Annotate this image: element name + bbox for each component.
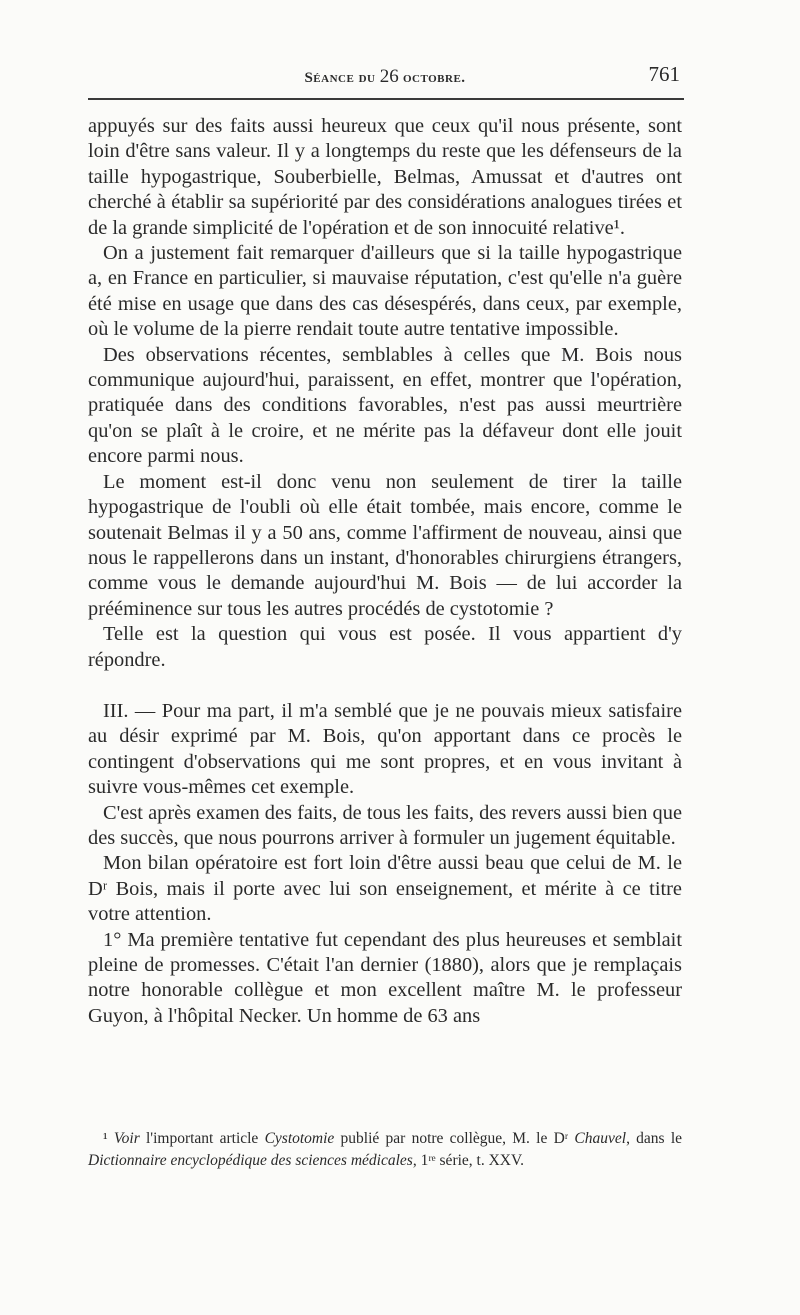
footnote-dictionnaire: Dictionnaire encyclopédique des sciences médicales xyxy=(88,1151,413,1169)
running-title-start: Séance du xyxy=(304,70,380,86)
paragraph-8: Mon bilan opératoire est fort loin d'être aussi beau que celui de M. le Dʳ Bois, mais il porte avec lui son enseignement, et mérite à ce titre votre attention. xyxy=(88,852,682,926)
paragraph-1: appuyés sur des faits aussi heureux que ceux qu'il nous présente, sont loin d'être sans valeur. Il y a longtemps du reste que les défenseurs de la taille hypogastrique, Souberbielle, Belmas, Amussat et d'autres ont cherché à établir sa supériorité par des considérations analogues tirées et de la grande simplicité de l'opération et de son innocuité relative¹. xyxy=(88,115,682,239)
footnotes xyxy=(88,1128,682,1171)
footnote-text-1: l'important article xyxy=(139,1130,265,1147)
page-number: 761 xyxy=(648,62,680,86)
running-title-end: octobre. xyxy=(398,70,466,86)
footnote-chauvel: Chauvel xyxy=(574,1130,627,1147)
footnote-voir: Voir xyxy=(113,1130,140,1147)
footnote-cystotomie: Cystotomie xyxy=(264,1130,335,1147)
running-title xyxy=(88,66,682,88)
footnote-dr: Dʳ xyxy=(553,1130,569,1147)
paragraph-7: C'est après examen des faits, de tous les faits, des revers aussi bien que des succès, que nous pourrons arriver à formuler un jugement équitable. xyxy=(88,801,682,849)
paragraph-4: Le moment est-il donc venu non seulement de tirer la taille hypogastrique de l'oubli où elle était tombée, mais encore, comme le soutenait Belmas il y a 50 ans, comme l'affirment de nouveau, ainsi que nous le rappellerons dans un instant, d'honorables chirurgiens étrangers, comme vous le demande aujourd'hui M. Bois — de lui accorder la prééminence sur tous les autres procédés de cystotomie ? xyxy=(88,470,682,620)
paragraph-2: On a justement fait remarquer d'ailleurs que si la taille hypogastrique a, en France en particulier, si mauvaise réputation, c'est qu'elle n'a guère été mise en usage que dans des cas désespérés, dans ceux, par exemple, où le volume de la pierre rendait toute autre tentative impossible. xyxy=(88,242,682,341)
body-text xyxy=(88,114,682,1029)
paragraph-3: Des observations récentes, semblables à celles que M. Bois nous communique aujourd'hui, paraissent, en effet, montrer que l'opération, pratiquée dans des conditions favorables, n'est pas aussi meurtrière qu'on se plaît à le croire, et ne mérite pas la défaveur dont elle jouit encore parmi nous. xyxy=(88,343,682,468)
header-rule xyxy=(88,98,684,100)
running-title-date: 26 xyxy=(379,66,399,87)
footnote-text-3: , dans le xyxy=(626,1130,683,1147)
footnote-1 xyxy=(88,1128,682,1171)
footnote-text-4: , 1ʳᵉ série, t. XXV. xyxy=(412,1151,525,1169)
footnote-marker: ¹ xyxy=(103,1130,108,1147)
section-iii-paragraph: III. — Pour ma part, il m'a semblé que je ne pouvais mieux satisfaire au désir exprimé par M. Bois, qu'on apportant dans ce procès le contingent d'observations qui me sont propres, et en vous invitant à suivre vous-mêmes cet exemple. xyxy=(88,699,682,799)
running-header xyxy=(88,62,682,92)
paragraph-5: Telle est la question qui vous est posée. Il vous appartient d'y répondre. xyxy=(88,623,682,671)
footnote-text-2: publié par notre collègue, M. le xyxy=(334,1130,554,1147)
paragraph-9: 1° Ma première tentative fut cependant des plus heureuses et semblait pleine de promesses. C'était l'an dernier (1880), alors que je remplaçais notre honorable collègue et mon excellent maître M. le professeur Guyon, à l'hôpital Necker. Un homme de 63 ans xyxy=(88,928,682,1027)
